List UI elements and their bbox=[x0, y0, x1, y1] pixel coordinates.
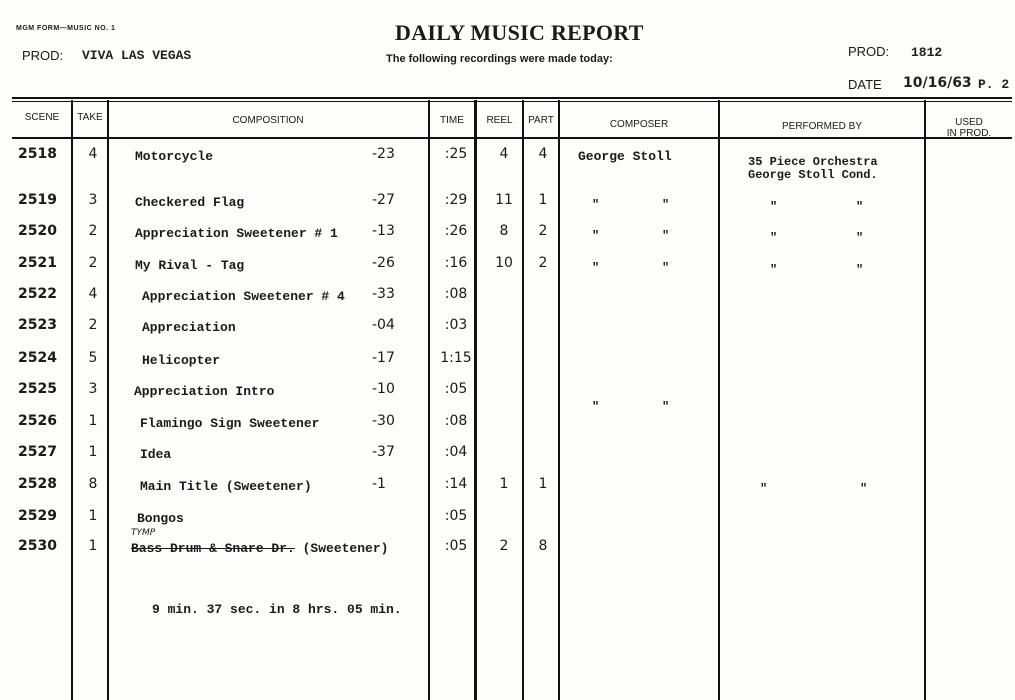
handwritten-annotation: TYMP bbox=[131, 528, 156, 538]
time-value: :08 bbox=[444, 286, 468, 302]
scene-number: 2529 bbox=[18, 508, 57, 524]
composition-number: -1 bbox=[372, 476, 386, 492]
reel-number: 4 bbox=[499, 146, 509, 162]
prod-label-right: PROD: bbox=[848, 44, 890, 59]
col-header-reel: REEL bbox=[486, 115, 513, 126]
prod-label-left: PROD: bbox=[22, 48, 64, 63]
take-number: 8 bbox=[88, 476, 98, 492]
production-number: 1812 bbox=[911, 45, 943, 60]
time-value: 1:15 bbox=[440, 350, 472, 366]
composition-number: -33 bbox=[372, 286, 395, 302]
time-value: :05 bbox=[444, 508, 468, 524]
take-number: 1 bbox=[88, 508, 98, 524]
col-header-used-in-prod bbox=[926, 117, 1012, 139]
take-number: 1 bbox=[88, 444, 98, 460]
ditto-mark: " bbox=[662, 400, 670, 414]
composition-number: -13 bbox=[372, 223, 395, 239]
ditto-mark: " bbox=[662, 198, 670, 212]
summary-total: 9 min. 37 sec. in 8 hrs. 05 min. bbox=[152, 602, 402, 617]
time-value: :05 bbox=[444, 381, 468, 397]
table-row bbox=[0, 223, 1015, 253]
composition-number: -23 bbox=[372, 146, 395, 162]
time-value: :04 bbox=[444, 444, 468, 460]
composition-title bbox=[131, 541, 388, 556]
take-number: 2 bbox=[88, 317, 98, 333]
time-value: :03 bbox=[444, 317, 468, 333]
composition-title: Helicopter bbox=[142, 353, 221, 368]
page-title: DAILY MUSIC REPORT bbox=[395, 20, 644, 45]
take-number: 1 bbox=[88, 413, 98, 429]
col-header-used-line1: USED bbox=[955, 117, 983, 128]
reel-number: 1 bbox=[499, 476, 509, 492]
part-number: 8 bbox=[538, 538, 548, 554]
reel-number: 8 bbox=[499, 223, 509, 239]
production-name: VIVA LAS VEGAS bbox=[82, 48, 192, 63]
take-number: 5 bbox=[88, 350, 98, 366]
performer-line1: 35 Piece Orchestra bbox=[748, 155, 878, 169]
composition-title: Appreciation Sweetener # 4 bbox=[142, 289, 345, 304]
time-value: :16 bbox=[444, 255, 468, 271]
part-number: 2 bbox=[538, 223, 548, 239]
scene-number: 2523 bbox=[18, 317, 57, 333]
page-subtitle: The following recordings were made today: bbox=[386, 53, 613, 65]
table-row bbox=[0, 255, 1015, 285]
composition-number: -26 bbox=[372, 255, 395, 271]
take-number: 4 bbox=[88, 146, 98, 162]
table-row bbox=[0, 350, 1015, 380]
composition-title: Idea bbox=[140, 447, 172, 462]
date-label: DATE bbox=[848, 77, 882, 92]
table-row bbox=[0, 444, 1015, 474]
date-value: 10/16/63 bbox=[903, 75, 972, 91]
scene-number: 2519 bbox=[18, 192, 57, 208]
part-number: 2 bbox=[538, 255, 548, 271]
composition-title: Appreciation Intro bbox=[134, 384, 275, 399]
take-number: 4 bbox=[88, 286, 98, 302]
reel-number: 2 bbox=[499, 538, 509, 554]
ditto-mark: " bbox=[592, 261, 600, 275]
part-number: 1 bbox=[538, 476, 548, 492]
ditto-mark: " bbox=[760, 482, 768, 496]
table-row bbox=[0, 528, 1015, 568]
table-row bbox=[0, 381, 1015, 411]
part-number: 4 bbox=[538, 146, 548, 162]
composition-number: -27 bbox=[372, 192, 395, 208]
scene-number: 2527 bbox=[18, 444, 57, 460]
composition-title: Flamingo Sign Sweetener bbox=[140, 416, 320, 431]
struck-out-text: Bass Drum & Snare Dr. bbox=[131, 541, 295, 556]
table-row bbox=[0, 317, 1015, 347]
composition-title: Appreciation bbox=[142, 320, 236, 335]
col-header-composer: COMPOSER bbox=[609, 119, 669, 130]
col-header-take: TAKE bbox=[77, 112, 103, 123]
scene-number: 2520 bbox=[18, 223, 57, 239]
scene-number: 2524 bbox=[18, 350, 57, 366]
col-header-part: PART bbox=[528, 115, 554, 126]
ditto-mark: " bbox=[592, 198, 600, 212]
time-value: :14 bbox=[444, 476, 468, 492]
ditto-mark: " bbox=[662, 229, 670, 243]
ditto-mark: " bbox=[662, 261, 670, 275]
ditto-mark: " bbox=[856, 263, 864, 277]
composition-title: Appreciation Sweetener # 1 bbox=[135, 226, 338, 241]
form-id: MGM FORM—MUSIC NO. 1 bbox=[16, 25, 116, 32]
reel-number: 10 bbox=[495, 255, 513, 271]
col-header-scene: SCENE bbox=[24, 112, 60, 123]
scene-number: 2522 bbox=[18, 286, 57, 302]
composition-number: -37 bbox=[372, 444, 395, 460]
scene-number: 2530 bbox=[18, 538, 57, 554]
table-row bbox=[0, 192, 1015, 222]
ditto-mark: " bbox=[592, 229, 600, 243]
composition-number: -04 bbox=[372, 317, 395, 333]
table-row bbox=[0, 413, 1015, 443]
scene-number: 2518 bbox=[18, 146, 57, 162]
page-number: P. 2 bbox=[978, 77, 1010, 92]
table-row bbox=[0, 286, 1015, 316]
composition-title: Checkered Flag bbox=[135, 195, 245, 210]
time-value: :29 bbox=[444, 192, 468, 208]
scene-number: 2525 bbox=[18, 381, 57, 397]
time-value: :25 bbox=[444, 146, 468, 162]
ditto-mark: " bbox=[856, 231, 864, 245]
ditto-mark: " bbox=[856, 200, 864, 214]
reel-number: 11 bbox=[495, 192, 513, 208]
take-number: 3 bbox=[88, 381, 98, 397]
composition-number: -17 bbox=[372, 350, 395, 366]
composition-number: -10 bbox=[372, 381, 395, 397]
take-number: 2 bbox=[88, 223, 98, 239]
ditto-mark: " bbox=[770, 200, 778, 214]
table-row bbox=[0, 476, 1015, 506]
composition-title: My Rival - Tag bbox=[135, 258, 245, 273]
composition-title: Motorcycle bbox=[135, 149, 214, 164]
time-value: :08 bbox=[444, 413, 468, 429]
ditto-mark: " bbox=[770, 231, 778, 245]
take-number: 2 bbox=[88, 255, 98, 271]
time-value: :26 bbox=[444, 223, 468, 239]
table-top-rule-thin bbox=[12, 101, 1012, 102]
ditto-mark: " bbox=[770, 263, 778, 277]
table-top-rule bbox=[12, 97, 1012, 99]
take-number: 3 bbox=[88, 192, 98, 208]
composer-name: George Stoll bbox=[578, 149, 672, 164]
part-number: 1 bbox=[538, 192, 548, 208]
table-row bbox=[0, 146, 1015, 182]
composition-title: Bongos bbox=[137, 511, 184, 526]
take-number: 1 bbox=[88, 538, 98, 554]
composition-number: -30 bbox=[372, 413, 395, 429]
header-bottom-rule bbox=[12, 137, 1012, 139]
ditto-mark: " bbox=[860, 482, 868, 496]
performer-line2: George Stoll Cond. bbox=[748, 168, 878, 182]
col-header-composition: COMPOSITION bbox=[232, 115, 304, 126]
scene-number: 2521 bbox=[18, 255, 57, 271]
col-header-used-line2: IN PROD. bbox=[946, 128, 992, 139]
scene-number: 2526 bbox=[18, 413, 57, 429]
time-value: :05 bbox=[444, 538, 468, 554]
col-header-time: TIME bbox=[440, 115, 464, 126]
composition-title: Main Title (Sweetener) bbox=[140, 479, 312, 494]
scene-number: 2528 bbox=[18, 476, 57, 492]
ditto-mark: " bbox=[592, 400, 600, 414]
composition-remainder: (Sweetener) bbox=[294, 541, 389, 556]
col-header-performed-by: PERFORMED BY bbox=[781, 121, 862, 132]
